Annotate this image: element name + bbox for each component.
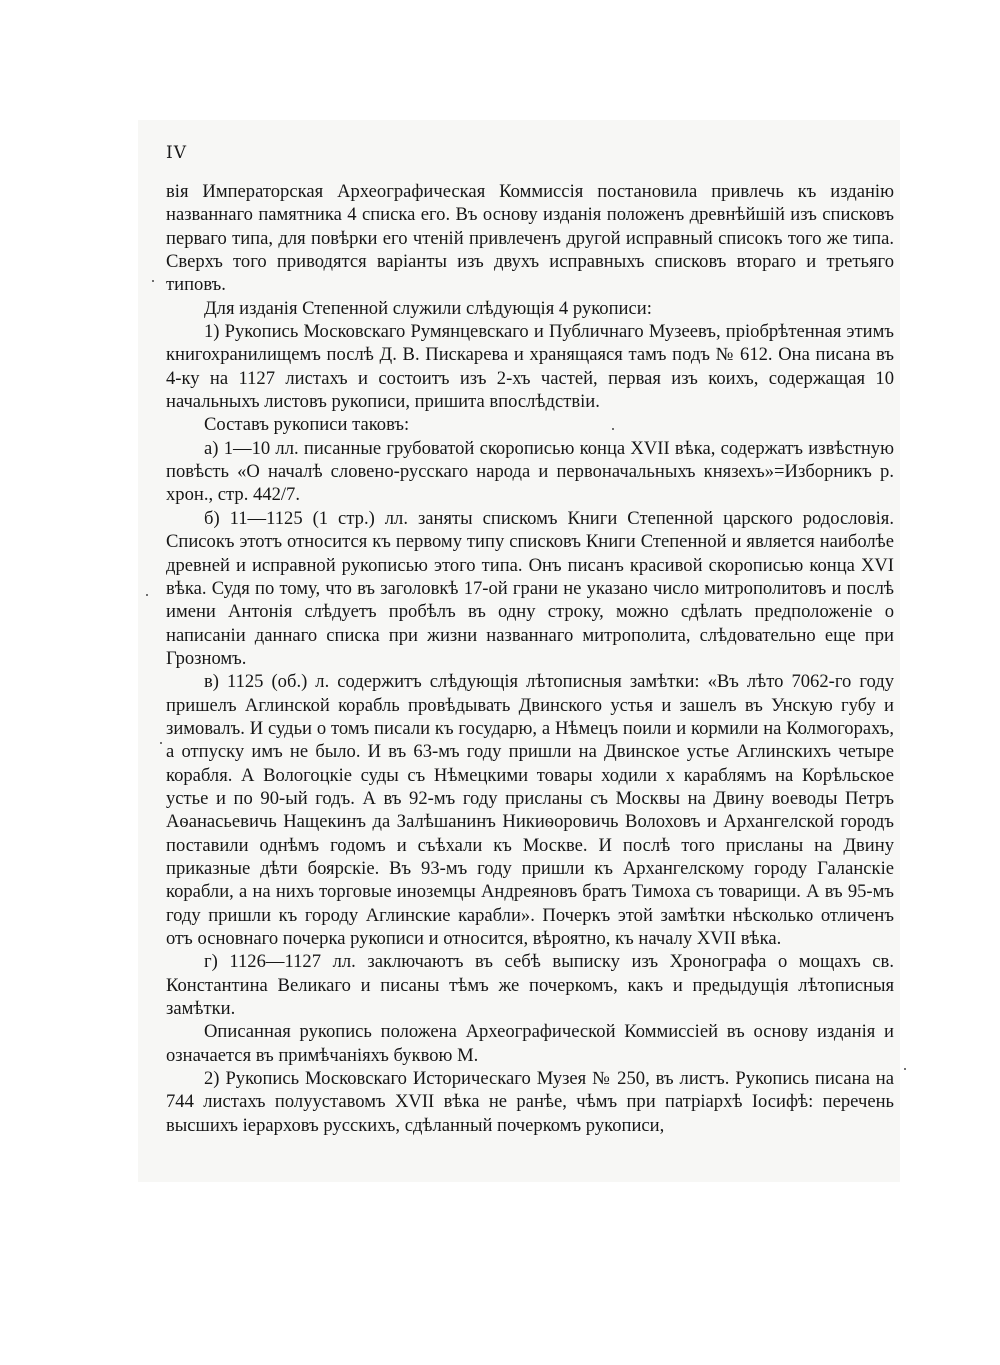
scan-speck (904, 1068, 906, 1070)
scan-speck (612, 428, 614, 430)
scan-speck (152, 280, 154, 282)
paragraph-item-b: б) 11—1125 (1 стр.) лл. заняты спискомъ Книги Степенной царского родословія. Списокъ этотъ относится къ первому типу списковъ Книги Степенной и является наиболѣе древней и исправной рукописью этого типа. Онъ писанъ красивой скорописью конца XVI вѣка. Судя по тому, что въ заголовкѣ 17-ой грани не указано число митрополитовъ и послѣ имени Антонія слѣдуетъ пробѣлъ въ одну строку, можно сдѣлать предположеніе о написаніи даннаго списка при жизни названнаго митрополита, слѣдовательно еще при Грозномъ. (166, 507, 894, 669)
paragraph-item-g: г) 1126—1127 лл. заключаютъ въ себѣ выписку изъ Хронографа о мощахъ св. Константина Великаго и писаны тѣмъ же почеркомъ, какъ и предыдущія лѣтописныя замѣтки. (166, 951, 894, 1020)
paragraph-sources-intro: Для изданія Степенной служили слѣдующія 4 рукописи: (204, 297, 652, 319)
page-number: IV (166, 143, 187, 163)
paragraph-manuscript-1: 1) Рукопись Московскаго Румянцевскаго и Публичнаго Музеевъ, пріобрѣтенная этимъ книгохранилищемъ послѣ Д. В. Пискарева и хранящаяся тамъ подъ № 612. Она писана въ 4-ку на 1127 листахъ и состоитъ изъ 2-хъ частей, первая изъ коихъ, содержащая 10 начальныхъ листовъ рукописи, пришита впослѣдствіи. (166, 321, 894, 413)
scan-speck (146, 594, 148, 596)
paragraph-basis: Описанная рукопись положена Археографической Коммиссіей въ основу изданія и означается въ примѣчаніяхъ буквою М. (166, 1021, 894, 1066)
paragraph-intro: вія Императорская Археографическая Коммиссія постановила привлечь къ изданію названнаго памятника 4 списка его. Въ основу изданія положенъ древнѣйшій изъ списковъ перваго типа, для повѣрки его чтеній привлеченъ другой исправный списокъ того же типа. Сверхъ того приводятся варіанты изъ двухъ исправныхъ списковъ втораго и третьяго типовъ. (166, 181, 894, 296)
scan-speck (160, 742, 162, 744)
paragraph-composition: Составъ рукописи таковъ: (204, 414, 410, 436)
paragraph-item-v: в) 1125 (об.) л. содержитъ слѣдующія лѣтописныя замѣтки: «Въ лѣто 7062-го году пришелъ Аглинской корабль провѣдывать Двинского устья и зашелъ въ Унскую губу и зимовалъ. И судьи о томъ писали къ государю, а Нѣмецъ поили и кормили на Колмогорахъ, а отпуску имъ не было. И въ 63-мъ году пришли на Двинское устье Аглинскихъ четыре корабля. А Вологоцкіе суды съ Нѣмецкими товары ходили х караблямъ на Корѣльское устье и по 90-ый годъ. А въ 92-мъ году присланы съ Москвы на Двину воеводы Петръ Аѳанасьевичь Нащекинъ да Залѣшанинъ Никиѳоровичь Волоховъ и Архангелской городъ поставили однѣмъ годомъ и съѣхали къ Москве. И послѣ того присланы на Двину приказные дѣти боярскіе. Въ 93-мъ году пришли къ Архангелскому городу Галанскіе корабли, а на нихъ торговые иноземцы Андреяновъ братъ Тимоха съ товарищи. А въ 95-мъ году пришли къ городу Аглинские карабли». Почеркъ этой замѣтки нѣсколько отличенъ отъ основнаго почерка рукописи и относится, вѣроятно, къ началу XVII вѣка. (166, 671, 894, 949)
text-body (166, 180, 894, 1137)
paragraph-manuscript-2: 2) Рукопись Московскаго Историческаго Музея № 250, въ листъ. Рукопись писана на 744 листахъ полууставомъ XVII вѣка не ранѣе, чѣмъ при патріархѣ Іосифѣ: перечень высшихъ іерарховъ русскихъ, сдѣланный почеркомъ рукописи, (166, 1068, 894, 1136)
paragraph-item-a: а) 1—10 лл. писанные грубоватой скорописью конца XVII вѣка, содержатъ извѣстную повѣсть «О началѣ словено-русскаго народа и первоначальныхъ князехъ»=Изборникъ р. хрон., стр. 442/7. (166, 437, 894, 506)
